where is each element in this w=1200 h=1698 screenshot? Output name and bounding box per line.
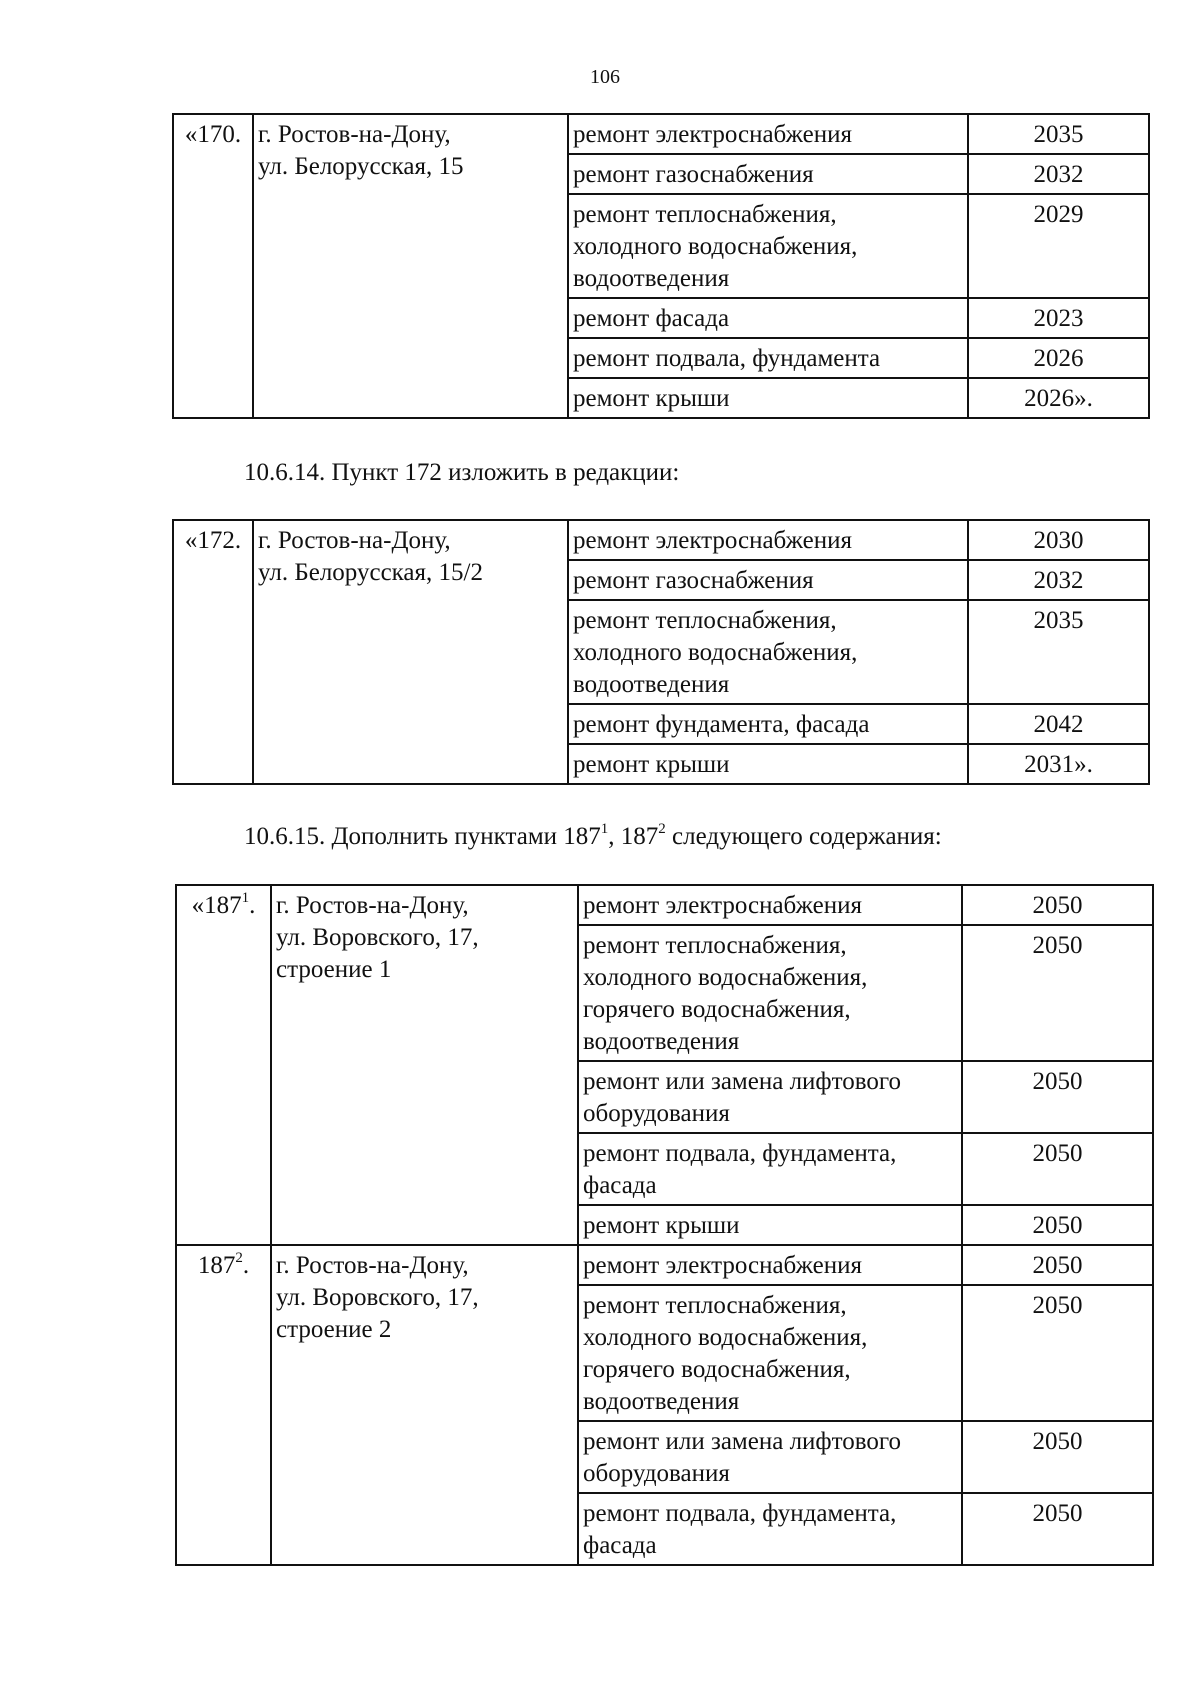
address-line: г. Ростов-на-Дону, bbox=[258, 527, 451, 554]
table-body bbox=[176, 885, 1153, 1565]
work-type bbox=[568, 378, 968, 418]
work-line: ремонт подвала, фундамента, bbox=[583, 1140, 897, 1167]
work-year: 2050 bbox=[962, 1205, 1153, 1245]
work-line: ремонт теплоснабжения, bbox=[573, 607, 837, 634]
work-line: горячего водоснабжения, bbox=[583, 1356, 851, 1383]
work-year: 2030 bbox=[968, 520, 1149, 560]
work-type bbox=[578, 885, 962, 925]
work-line: ремонт фасада bbox=[573, 305, 730, 332]
work-line: горячего водоснабжения, bbox=[583, 996, 851, 1023]
work-year: 2026». bbox=[968, 378, 1149, 418]
item-address bbox=[253, 114, 568, 418]
table-item-172 bbox=[172, 519, 1150, 785]
work-year: 2026 bbox=[968, 338, 1149, 378]
work-line: ремонт газоснабжения bbox=[573, 567, 814, 594]
work-type bbox=[578, 1245, 962, 1285]
work-type bbox=[578, 1285, 962, 1421]
item-number: «170. bbox=[173, 114, 253, 418]
item-number bbox=[176, 885, 271, 1245]
item-number bbox=[176, 1245, 271, 1565]
work-line: ремонт крыши bbox=[583, 1212, 740, 1239]
para-text-after: следующего содержания: bbox=[665, 823, 942, 850]
table-row bbox=[173, 520, 1149, 560]
work-year: 2032 bbox=[968, 154, 1149, 194]
work-year: 2050 bbox=[962, 925, 1153, 1061]
work-line: водоотведения bbox=[583, 1028, 740, 1055]
work-year: 2050 bbox=[962, 1061, 1153, 1133]
work-line: ремонт электроснабжения bbox=[573, 527, 852, 554]
table-row bbox=[176, 885, 1153, 925]
work-type bbox=[578, 925, 962, 1061]
work-line: холодного водоснабжения, bbox=[573, 233, 858, 260]
work-year: 2035 bbox=[968, 600, 1149, 704]
work-line: ремонт подвала, фундамента bbox=[573, 345, 881, 372]
item-number-sup: 1 bbox=[241, 889, 250, 906]
work-year: 2032 bbox=[968, 560, 1149, 600]
para-text-middle: , 187 bbox=[608, 823, 659, 850]
work-type bbox=[568, 560, 968, 600]
address-line: строение 2 bbox=[276, 1316, 392, 1343]
work-line: ремонт крыши bbox=[573, 385, 730, 412]
work-line: ремонт фундамента, фасада bbox=[573, 711, 870, 738]
work-line: водоотведения bbox=[583, 1388, 740, 1415]
work-line: ремонт электроснабжения bbox=[573, 121, 852, 148]
work-type bbox=[578, 1493, 962, 1565]
work-line: оборудования bbox=[583, 1460, 730, 1487]
item-number-main: «187 bbox=[191, 892, 242, 919]
item-number-sup: 2 bbox=[235, 1249, 243, 1266]
work-type bbox=[568, 744, 968, 784]
work-year: 2050 bbox=[962, 1493, 1153, 1565]
work-line: ремонт теплоснабжения, bbox=[583, 1292, 847, 1319]
page-number: 106 bbox=[590, 66, 620, 88]
work-year: 2031». bbox=[968, 744, 1149, 784]
work-line: ремонт газоснабжения bbox=[573, 161, 814, 188]
work-line: ремонт или замена лифтового bbox=[583, 1068, 901, 1095]
table-body bbox=[173, 520, 1149, 784]
address-line: г. Ростов-на-Дону, bbox=[258, 121, 451, 148]
table-row bbox=[173, 114, 1149, 154]
work-type bbox=[568, 704, 968, 744]
work-type bbox=[578, 1061, 962, 1133]
work-line: ремонт крыши bbox=[573, 751, 730, 778]
work-line: водоотведения bbox=[573, 265, 730, 292]
table-row bbox=[176, 1245, 1153, 1285]
table-items-187 bbox=[175, 884, 1154, 1566]
work-line: ремонт или замена лифтового bbox=[583, 1428, 901, 1455]
work-type bbox=[578, 1421, 962, 1493]
work-year: 2035 bbox=[968, 114, 1149, 154]
work-year: 2042 bbox=[968, 704, 1149, 744]
work-line: фасада bbox=[583, 1532, 657, 1559]
item-number: «172. bbox=[173, 520, 253, 784]
item-number-tail: . bbox=[242, 1252, 250, 1279]
item-address bbox=[253, 520, 568, 784]
work-line: ремонт теплоснабжения, bbox=[573, 201, 837, 228]
work-type bbox=[568, 520, 968, 560]
work-year: 2029 bbox=[968, 194, 1149, 298]
para-text-before: 10.6.15. Дополнить пунктами 187 bbox=[244, 823, 601, 850]
item-number-main: 187 bbox=[197, 1252, 236, 1279]
address-line: ул. Воровского, 17, bbox=[276, 924, 479, 951]
work-type bbox=[568, 338, 968, 378]
work-line: ремонт теплоснабжения, bbox=[583, 932, 847, 959]
work-line: холодного водоснабжения, bbox=[573, 639, 858, 666]
address-line: ул. Белорусская, 15/2 bbox=[258, 559, 483, 586]
item-address bbox=[271, 1245, 578, 1565]
para-sup-2: 2 bbox=[658, 820, 666, 837]
work-line: оборудования bbox=[583, 1100, 730, 1127]
work-year: 2023 bbox=[968, 298, 1149, 338]
para-sup-1: 1 bbox=[600, 820, 609, 837]
work-type bbox=[568, 600, 968, 704]
work-year: 2050 bbox=[962, 885, 1153, 925]
work-line: фасада bbox=[583, 1172, 657, 1199]
work-type bbox=[568, 154, 968, 194]
work-type bbox=[568, 194, 968, 298]
work-year: 2050 bbox=[962, 1421, 1153, 1493]
address-line: ул. Воровского, 17, bbox=[276, 1284, 479, 1311]
work-line: ремонт подвала, фундамента, bbox=[583, 1500, 897, 1527]
work-line: ремонт электроснабжения bbox=[583, 892, 862, 919]
work-line: холодного водоснабжения, bbox=[583, 964, 868, 991]
paragraph-10-6-14: 10.6.14. Пункт 172 изложить в редакции: bbox=[244, 459, 680, 486]
work-year: 2050 bbox=[962, 1133, 1153, 1205]
work-line: ремонт электроснабжения bbox=[583, 1252, 862, 1279]
table-item-170 bbox=[172, 113, 1150, 419]
address-line: ул. Белорусская, 15 bbox=[258, 153, 464, 180]
work-type bbox=[578, 1205, 962, 1245]
work-type bbox=[568, 114, 968, 154]
table-body bbox=[173, 114, 1149, 418]
item-number-tail: . bbox=[249, 892, 256, 919]
work-line: холодного водоснабжения, bbox=[583, 1324, 868, 1351]
paragraph-10-6-15 bbox=[244, 822, 942, 852]
work-year: 2050 bbox=[962, 1245, 1153, 1285]
address-line: строение 1 bbox=[276, 956, 392, 983]
work-year: 2050 bbox=[962, 1285, 1153, 1421]
work-type bbox=[578, 1133, 962, 1205]
address-line: г. Ростов-на-Дону, bbox=[276, 892, 469, 919]
item-address bbox=[271, 885, 578, 1245]
address-line: г. Ростов-на-Дону, bbox=[276, 1252, 469, 1279]
work-type bbox=[568, 298, 968, 338]
work-line: водоотведения bbox=[573, 671, 730, 698]
